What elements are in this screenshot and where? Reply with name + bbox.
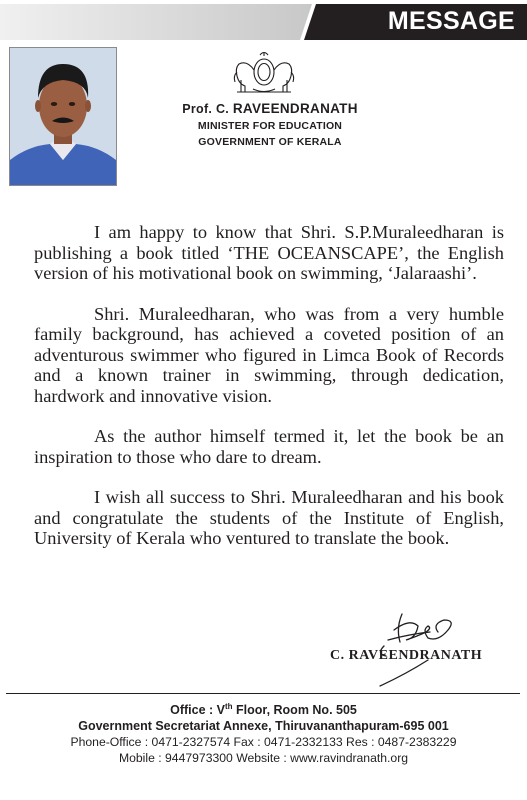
- kerala-emblem: [231, 50, 297, 99]
- message-banner: [0, 4, 527, 40]
- office-address: [0, 699, 527, 718]
- signature-name: C. RAVEENDRANATH: [330, 648, 483, 663]
- banner-title: MESSAGE: [387, 7, 515, 35]
- minister-photo: [9, 47, 117, 186]
- minister-surname: RAVEENDRANATH: [232, 101, 358, 116]
- office-suffix: Floor, Room No. 505: [232, 703, 357, 718]
- minister-name-prefix: Prof. C.: [182, 102, 233, 116]
- message-body: [34, 222, 504, 569]
- message-paragraph: I am happy to know that Shri. S.P.Muraleedharan is publishing a book titled ‘THE OCEANSCAPE’, the English version of his motivational book on swimming, ‘Jalaraashi’.: [34, 222, 504, 283]
- message-paragraph: Shri. Muraleedharan, who was from a very humble family background, has achieved a coveted position of an adventurous swimmer who figured in Limca Book of Records and a known trainer in swimming, through dedication, hardwork and innovative vision.: [34, 303, 504, 406]
- footer-contact: [0, 699, 527, 766]
- minister-header: [130, 100, 410, 150]
- office-sup: th: [224, 702, 233, 711]
- street-address: Government Secretariat Annexe, Thiruvananthapuram-695 001: [78, 719, 449, 734]
- footer-divider: [6, 693, 520, 694]
- minister-position: MINISTER FOR EDUCATION: [197, 120, 343, 132]
- minister-organization: GOVERNMENT OF KERALA: [198, 136, 342, 148]
- office-prefix: Office : V: [170, 703, 225, 718]
- mobile-website: Mobile : 9447973300 Website : www.ravindranath.org: [118, 751, 409, 766]
- message-paragraph: As the author himself termed it, let the book be an inspiration to those who dare to dream.: [34, 426, 504, 467]
- minister-name: [130, 100, 410, 118]
- phone-numbers: Phone-Office : 0471-2327574 Fax : 0471-2332133 Res : 0487-2383229: [70, 735, 457, 750]
- message-paragraph: I wish all success to Shri. Muraleedharan and his book and congratulate the students of the Institute of English, University of Kerala who ventured to translate the book.: [34, 487, 504, 548]
